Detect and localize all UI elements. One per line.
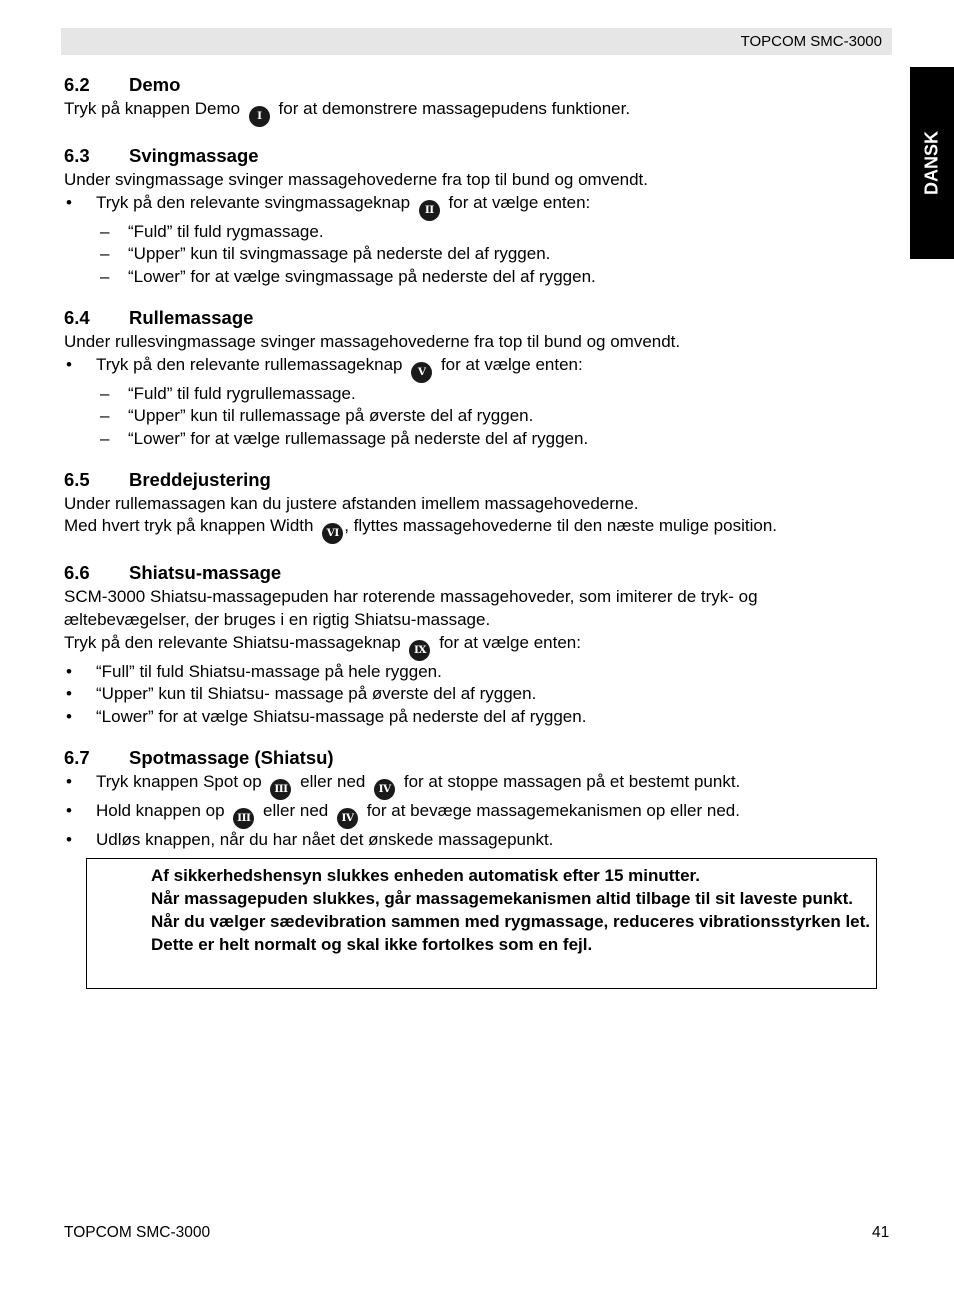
- list-item: [64, 800, 884, 829]
- list-item: [64, 683, 884, 706]
- header-bar: [61, 28, 892, 55]
- bullet-mark: •: [66, 192, 72, 212]
- option-text: “Fuld” til fuld rygmassage.: [128, 221, 324, 241]
- section-heading: [64, 144, 884, 168]
- text: Tryk på knappen Demo: [64, 99, 241, 118]
- section-spot: [64, 746, 884, 852]
- bullet-mark: •: [66, 771, 72, 791]
- list-item: [64, 192, 884, 221]
- option-text: “Full” til fuld Shiatsu-massage på hele ryggen.: [96, 661, 442, 681]
- option-text: “Upper” kun til rullemassage på øverste del af ryggen.: [128, 406, 534, 426]
- dash-mark: –: [100, 406, 110, 426]
- paragraph: Under rullemassagen kan du justere afstanden imellem massagehovederne.: [64, 493, 639, 513]
- dash-mark: –: [100, 428, 110, 448]
- text: eller ned: [300, 771, 366, 791]
- demo-button-icon: I: [249, 106, 270, 127]
- section-title: Demo: [129, 74, 181, 95]
- footer-title: TOPCOM SMC-3000: [64, 1224, 211, 1241]
- bullet-mark: •: [66, 800, 72, 820]
- dash-mark: –: [100, 383, 110, 403]
- bullet-mark: •: [66, 829, 72, 849]
- paragraph: SCM-3000 Shiatsu-massagepuden har roterende massagehoveder, som imiterer de tryk- og: [64, 587, 758, 607]
- section-number: 6.2: [64, 74, 90, 95]
- section-title: Svingmassage: [129, 145, 259, 166]
- section-number: 6.3: [64, 145, 90, 166]
- section-roll: [64, 306, 884, 451]
- section-number: 6.5: [64, 468, 90, 490]
- spot-down-button-icon: IV: [374, 779, 395, 800]
- dash-mark: –: [100, 221, 110, 241]
- list-item: [64, 266, 884, 289]
- section-swing: [64, 144, 884, 289]
- option-text: “Upper” kun til Shiatsu- massage på øverste del af ryggen.: [96, 684, 537, 704]
- list-item: [64, 221, 884, 244]
- page-number: 41: [872, 1224, 890, 1241]
- section-title: Breddejustering: [129, 468, 271, 490]
- bullet-mark: •: [66, 354, 72, 374]
- dash-mark: –: [100, 267, 110, 287]
- section-number: 6.6: [64, 562, 90, 584]
- language-tab-label: DANSK: [921, 130, 942, 196]
- section-title: Spotmassage (Shiatsu): [129, 746, 334, 768]
- section-number: 6.7: [64, 746, 90, 768]
- section-demo: [64, 73, 884, 127]
- list-item: [64, 771, 884, 800]
- text: for at demonstrere massagepudens funktioner.: [278, 99, 631, 118]
- section-heading: [64, 561, 884, 585]
- option-text: “Lower” for at vælge rullemassage på nederste del af ryggen.: [128, 428, 589, 448]
- spot-up-button-icon: III: [270, 779, 291, 800]
- option-text: “Lower” for at vælge Shiatsu-massage på nederste del af ryggen.: [96, 707, 587, 727]
- text: for at stoppe massagen på et bestemt punkt.: [403, 771, 741, 791]
- note-line: Af sikkerhedshensyn slukkes enheden automatisk efter 15 minutter.: [151, 866, 700, 885]
- text: Tryk knappen Spot op: [96, 771, 262, 791]
- text: for at bevæge massagemekanismen op eller ned.: [366, 800, 740, 820]
- section-number: 6.4: [64, 306, 90, 328]
- width-button-icon: VI: [322, 523, 343, 544]
- list-item: [64, 706, 884, 729]
- text: Tryk på den relevante rullemassageknap: [96, 354, 403, 374]
- list-item: [64, 405, 884, 428]
- option-text: “Upper” kun til svingmassage på nederste del af ryggen.: [128, 244, 551, 264]
- text: eller ned: [263, 800, 329, 820]
- page-content: [64, 73, 884, 869]
- section-heading: [64, 73, 884, 97]
- spot-up-button-icon: III: [233, 808, 254, 829]
- paragraph: [64, 515, 884, 544]
- bullet-mark: •: [66, 707, 72, 727]
- section-title: Shiatsu-massage: [129, 562, 282, 584]
- section-heading: [64, 468, 884, 492]
- option-text: “Lower” for at vælge svingmassage på nederste del af ryggen.: [128, 267, 596, 287]
- text: Tryk på den relevante Shiatsu-massageknap: [64, 632, 401, 652]
- paragraph: [64, 98, 884, 127]
- text: Udløs knappen, når du har nået det ønskede massagepunkt.: [96, 829, 554, 849]
- note-line: Når massagepuden slukkes, går massagemekanismen altid tilbage til sit laveste punkt.: [151, 889, 853, 908]
- bullet-mark: •: [66, 661, 72, 681]
- list-item: [64, 243, 884, 266]
- note-line: Når du vælger sædevibration sammen med rygmassage, reduceres vibrationsstyrken let. Dette er helt normalt og skal ikke fortolkes som en fejl.: [151, 912, 871, 954]
- roll-button-icon: V: [411, 362, 432, 383]
- language-tab: [910, 67, 954, 259]
- text: Hold knappen op: [96, 800, 225, 820]
- list-item: [64, 661, 884, 684]
- dash-mark: –: [100, 244, 110, 264]
- swing-button-icon: II: [419, 200, 440, 221]
- paragraph: æltebevægelser, der bruges i en rigtig Shiatsu-massage.: [64, 610, 491, 630]
- option-text: “Fuld” til fuld rygrullemassage.: [128, 383, 356, 403]
- text: Tryk på den relevante svingmassageknap: [96, 192, 411, 212]
- safety-note-text: [151, 864, 871, 956]
- text: for at vælge enten:: [448, 192, 591, 212]
- section-shiatsu: [64, 561, 884, 729]
- text: , flyttes massagehovederne til den næste mulige position.: [344, 516, 777, 536]
- paragraph: [64, 632, 884, 661]
- spot-down-button-icon: IV: [337, 808, 358, 829]
- text: Med hvert tryk på knappen Width: [64, 516, 314, 536]
- text: for at vælge enten:: [440, 354, 583, 374]
- section-heading: [64, 746, 884, 770]
- list-item: [64, 428, 884, 451]
- header-title: TOPCOM SMC-3000: [740, 33, 882, 50]
- list-item: [64, 354, 884, 383]
- paragraph: Under svingmassage svinger massagehovederne fra top til bund og omvendt.: [64, 170, 649, 189]
- list-item: [64, 383, 884, 406]
- section-title: Rullemassage: [129, 306, 254, 328]
- safety-note-box: [86, 858, 877, 989]
- list-item: [64, 829, 884, 852]
- shiatsu-button-icon: IX: [409, 640, 430, 661]
- section-heading: [64, 306, 884, 330]
- text: for at vælge enten:: [439, 632, 581, 652]
- bullet-mark: •: [66, 684, 72, 704]
- paragraph: Under rullesvingmassage svinger massagehovederne fra top til bund og omvendt.: [64, 331, 681, 351]
- section-width: [64, 468, 884, 545]
